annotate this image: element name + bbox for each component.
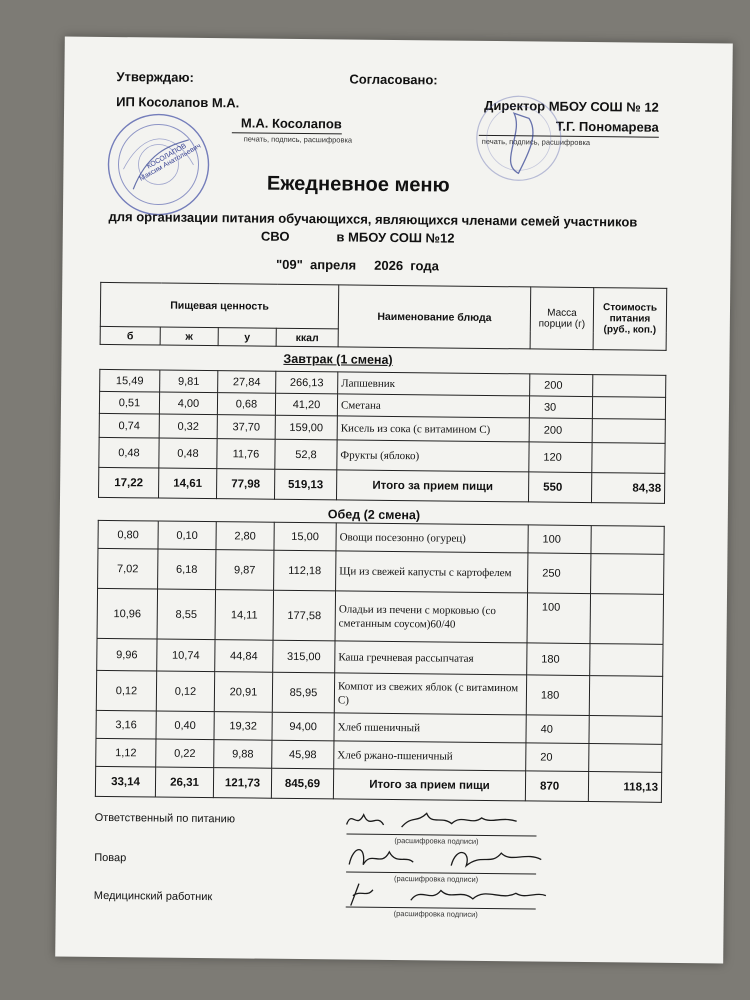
lunch-total-row xyxy=(95,766,661,802)
dish-header: Наименование блюда xyxy=(338,285,531,349)
cell-fats: 4,00 xyxy=(159,392,217,415)
medic-label: Медицинский работник xyxy=(93,889,213,904)
responsible-sign-hint: (расшифровка подписи) xyxy=(394,836,479,846)
cell-kcal: 94,00 xyxy=(272,712,334,741)
col-fats: ж xyxy=(160,327,218,346)
col-kcal: ккал xyxy=(276,328,338,347)
cell-mass: 120 xyxy=(529,442,592,473)
cell-dish: Фрукты (яблоко) xyxy=(337,440,529,472)
cell-dish: Сметана xyxy=(337,394,529,418)
cell-fats: 0,10 xyxy=(158,521,216,550)
total-carbs: 121,73 xyxy=(213,768,271,799)
cell-cost xyxy=(589,676,662,717)
subtitle-line1: для организации питания обучающихся, являющихся членами семей участников xyxy=(108,208,638,230)
total-proteins: 33,14 xyxy=(95,766,155,797)
cell-dish: Оладьи из печени с морковью (со сметанным соусом)60/40 xyxy=(335,591,528,643)
responsible-signature-icon xyxy=(341,804,541,838)
cell-carbs: 14,11 xyxy=(215,590,274,641)
breakfast-title: Завтрак (1 смена) xyxy=(283,351,393,367)
cell-cost xyxy=(592,419,665,444)
cell-kcal: 266,13 xyxy=(276,371,338,394)
agree-hint: печать, подпись, расшифровка xyxy=(481,136,591,148)
total-label: Итого за прием пищи xyxy=(333,769,525,801)
cell-carbs: 20,91 xyxy=(214,672,272,713)
approve-hint: печать, подпись, расшифровка xyxy=(243,134,353,145)
breakfast-total-row xyxy=(99,467,665,503)
cell-carbs: 9,87 xyxy=(216,550,274,591)
cost-header: Стоимость питания (руб., коп.) xyxy=(593,288,667,351)
cell-cost xyxy=(589,744,662,773)
medic-signature-icon xyxy=(341,877,551,911)
cell-proteins: 0,80 xyxy=(98,520,158,549)
cell-cost xyxy=(591,526,664,555)
cell-carbs: 19,32 xyxy=(214,712,272,741)
menu-header-table xyxy=(100,282,668,351)
total-mass: 550 xyxy=(528,472,591,503)
cell-proteins: 0,48 xyxy=(99,437,159,468)
cell-carbs: 27,84 xyxy=(218,371,276,394)
cell-dish: Хлеб пшеничный xyxy=(334,713,526,743)
approve-label: Утверждаю: xyxy=(116,69,194,85)
cell-mass: 180 xyxy=(526,675,589,716)
lunch-table xyxy=(95,520,665,803)
total-mass: 870 xyxy=(525,771,588,802)
cell-proteins: 10,96 xyxy=(97,588,158,639)
cell-dish: Компот из свежих яблок (с витамином С) xyxy=(334,673,526,715)
cell-cost xyxy=(590,594,664,645)
cell-mass: 100 xyxy=(527,593,591,644)
cell-kcal: 15,00 xyxy=(274,522,336,551)
menu-date: "09" апреля 2026 года xyxy=(275,256,439,274)
table-row xyxy=(98,548,664,594)
total-kcal: 845,69 xyxy=(271,768,333,799)
agree-org: Директор МБОУ СОШ № 12 xyxy=(484,97,659,115)
cell-carbs: 2,80 xyxy=(216,522,274,551)
cell-dish: Щи из свежей капусты с картофелем xyxy=(336,551,528,593)
cell-dish: Каша гречневая рассыпчатая xyxy=(335,641,527,675)
cell-mass: 40 xyxy=(526,715,589,744)
total-fats: 14,61 xyxy=(159,468,217,499)
cell-proteins: 1,12 xyxy=(96,738,156,767)
cell-carbs: 37,70 xyxy=(217,415,275,440)
cook-sign-hint: (расшифровка подписи) xyxy=(393,874,479,884)
cell-dish: Кисель из сока (с витамином С) xyxy=(337,416,529,442)
cell-dish: Овощи посезонно (огурец) xyxy=(336,523,528,553)
total-cost: 84,38 xyxy=(591,473,664,504)
cell-proteins: 7,02 xyxy=(98,548,158,589)
total-kcal: 519,13 xyxy=(275,469,337,500)
cell-carbs: 0,68 xyxy=(217,393,275,416)
agree-name: Т.Г. Пономарева xyxy=(555,118,659,135)
breakfast-table xyxy=(98,369,666,504)
cell-carbs: 44,84 xyxy=(215,640,273,673)
seal-text: КОСОЛАПОВ Максим Анатольевич xyxy=(138,142,203,183)
cell-kcal: 85,95 xyxy=(272,672,334,713)
table-row xyxy=(96,670,662,716)
cell-mass: 30 xyxy=(529,396,592,419)
medic-sign-hint: (расшифровка подписи) xyxy=(393,909,478,919)
cell-mass: 250 xyxy=(528,553,591,594)
approve-name: М.А. Косолапов xyxy=(240,115,342,132)
col-carbs: у xyxy=(218,328,276,347)
cell-cost xyxy=(592,397,665,420)
school-seal-icon xyxy=(458,93,579,184)
cell-mass: 20 xyxy=(526,743,589,772)
cell-fats: 0,40 xyxy=(156,711,214,740)
cell-fats: 0,22 xyxy=(156,739,214,768)
cell-proteins: 0,12 xyxy=(96,670,156,711)
approve-org: ИП Косолапов М.А. xyxy=(116,94,240,111)
cell-cost xyxy=(589,716,662,745)
cell-fats: 0,48 xyxy=(159,438,217,469)
cook-label: Повар xyxy=(94,851,127,865)
lunch-title: Обед (2 смена) xyxy=(327,507,421,523)
cell-proteins: 3,16 xyxy=(96,710,156,739)
cell-mass: 100 xyxy=(528,525,591,554)
cell-dish: Хлеб ржано-пшеничный xyxy=(334,741,526,771)
cell-kcal: 52,8 xyxy=(275,439,337,470)
cell-proteins: 15,49 xyxy=(100,369,160,392)
cell-cost xyxy=(592,443,665,474)
col-proteins: б xyxy=(100,326,160,345)
total-label: Итого за прием пищи xyxy=(336,470,528,502)
cell-dish: Лапшевник xyxy=(338,372,530,396)
cell-cost xyxy=(590,644,663,677)
cell-kcal: 112,18 xyxy=(274,550,336,591)
cell-kcal: 41,20 xyxy=(275,393,337,416)
cell-mass: 180 xyxy=(527,643,590,676)
cell-carbs: 11,76 xyxy=(217,439,275,470)
total-cost: 118,13 xyxy=(588,772,661,803)
cell-proteins: 0,51 xyxy=(99,391,159,414)
total-fats: 26,31 xyxy=(155,767,213,798)
cell-fats: 6,18 xyxy=(158,549,216,590)
responsible-label: Ответственный по питанию xyxy=(94,811,236,826)
cell-cost xyxy=(593,375,666,398)
cell-kcal: 177,58 xyxy=(273,590,336,641)
cook-signature-icon xyxy=(341,839,551,875)
cell-cost xyxy=(591,554,664,595)
cell-kcal: 315,00 xyxy=(273,640,335,673)
cell-kcal: 45,98 xyxy=(272,740,334,769)
agree-label: Согласовано: xyxy=(349,71,438,88)
nutrition-header: Пищевая ценность xyxy=(100,282,338,328)
cell-proteins: 0,74 xyxy=(99,413,159,438)
mass-header: Масса порции (г) xyxy=(530,287,594,350)
cell-fats: 0,32 xyxy=(159,414,217,439)
total-carbs: 77,98 xyxy=(217,469,275,500)
menu-document xyxy=(55,37,733,964)
cell-proteins: 9,96 xyxy=(97,638,157,671)
cell-mass: 200 xyxy=(530,374,593,397)
subtitle-line2: СВО в МБОУ СОШ №12 xyxy=(260,228,455,246)
cell-mass: 200 xyxy=(529,418,592,443)
cell-carbs: 9,88 xyxy=(214,740,272,769)
cell-fats: 9,81 xyxy=(160,370,218,393)
total-proteins: 17,22 xyxy=(99,467,159,498)
cell-kcal: 159,00 xyxy=(275,415,337,440)
table-row xyxy=(97,588,663,644)
cell-fats: 8,55 xyxy=(157,589,216,640)
cell-fats: 0,12 xyxy=(156,671,214,712)
cell-fats: 10,74 xyxy=(157,639,215,672)
page-title: Ежедневное меню xyxy=(266,172,450,197)
